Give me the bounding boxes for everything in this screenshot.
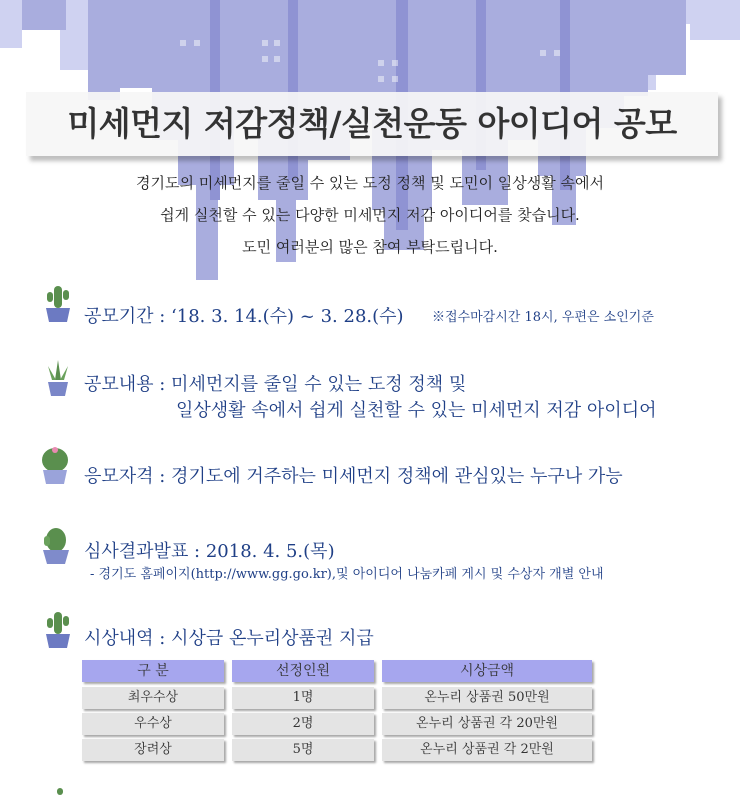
period-text: 공모기간 : ‘18. 3. 14.(수) ~ 3. 28.(수) bbox=[84, 306, 404, 327]
cactus-icon-partial bbox=[48, 786, 72, 795]
announcement-text: 심사결과발표 : 2018. 4. 5.(목) bbox=[84, 541, 335, 562]
intro-line-3: 도민 여러분의 많은 참여 부탁드립니다. bbox=[242, 238, 498, 256]
table-cell: 5명 bbox=[232, 739, 374, 761]
table-header-amount: 시상금액 bbox=[382, 660, 592, 682]
table-cell: 우수상 bbox=[82, 713, 224, 735]
cactus-bowl-icon bbox=[40, 526, 72, 566]
content-line-1: 공모내용 : 미세먼지를 줄일 수 있는 도정 정책 및 bbox=[84, 374, 467, 395]
table-cell: 온누리 상품권 각 2만원 bbox=[382, 739, 592, 761]
page-title: 미세먼지 저감정책/실천운동 아이디어 공모 bbox=[67, 104, 677, 143]
succulent-pot-icon bbox=[44, 358, 72, 398]
table-cell: 장려상 bbox=[82, 739, 224, 761]
table-cell: 온누리 상품권 50만원 bbox=[382, 687, 592, 709]
cactus-pot-icon bbox=[44, 284, 72, 324]
table-cell: 최우수상 bbox=[82, 687, 224, 709]
table-header-count: 선정인원 bbox=[232, 660, 374, 682]
prize-text: 시상내역 : 시상금 온누리상품권 지급 bbox=[84, 628, 374, 649]
announcement-detail: - 경기도 홈페이지(http://www.gg.go.kr),및 아이디어 나눔카페 게시 및 수상자 개별 안내 bbox=[90, 567, 604, 582]
intro-line-2: 쉽게 실천할 수 있는 다양한 미세먼지 저감 아이디어를 찾습니다. bbox=[160, 206, 580, 224]
content-line-2: 일상생활 속에서 쉽게 실천할 수 있는 미세먼지 저감 아이디어 bbox=[176, 400, 657, 421]
table-cell: 2명 bbox=[232, 713, 374, 735]
cactus-pot-icon bbox=[44, 610, 72, 650]
period-note: ※접수마감시간 18시, 우편은 소인기준 bbox=[432, 310, 654, 325]
table-header-category: 구 분 bbox=[82, 660, 224, 682]
intro-line-1: 경기도의 미세먼지를 줄일 수 있는 도정 정책 및 도민이 일상생활 속에서 bbox=[136, 174, 604, 192]
eligibility-text: 응모자격 : 경기도에 거주하는 미세먼지 정책에 관심있는 누구나 가능 bbox=[84, 466, 623, 487]
table-cell: 온누리 상품권 각 20만원 bbox=[382, 713, 592, 735]
table-cell: 1명 bbox=[232, 687, 374, 709]
round-cactus-pot-icon bbox=[38, 446, 72, 486]
